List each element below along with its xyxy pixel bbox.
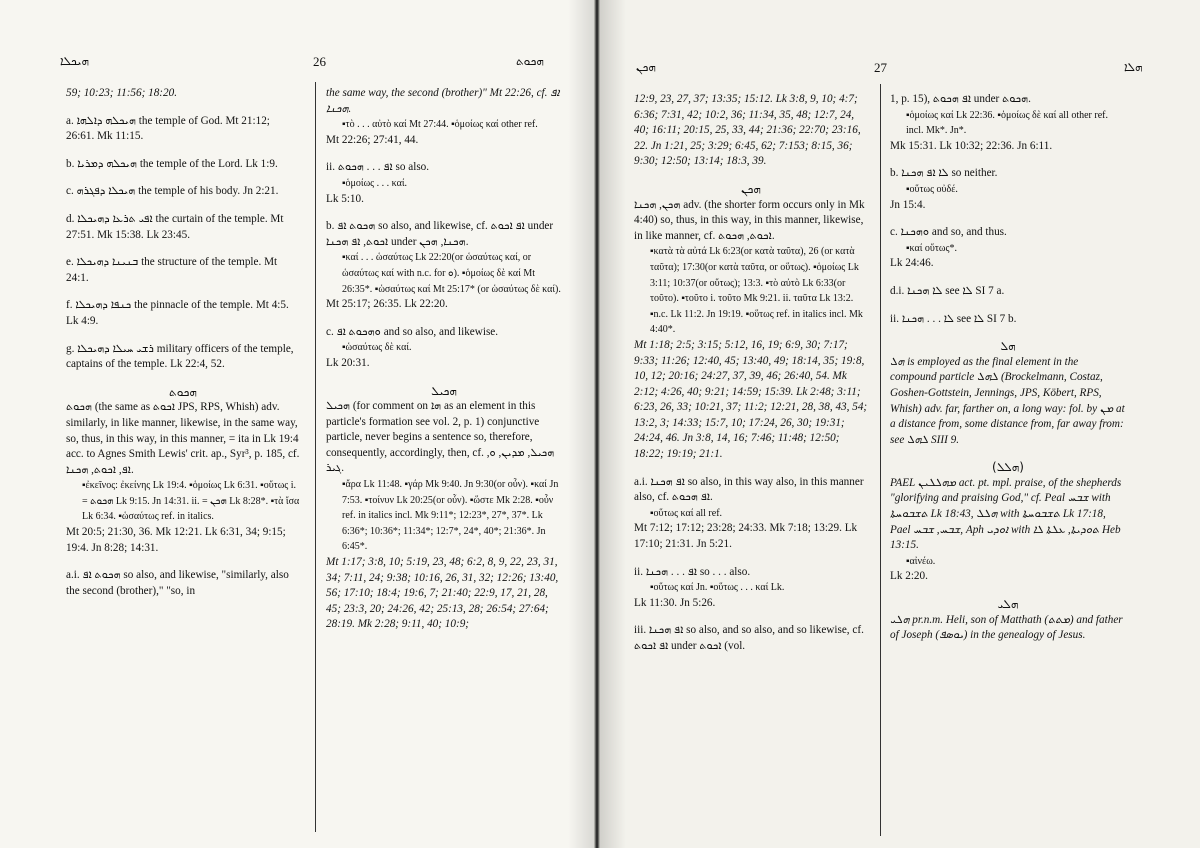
right-header-word-left: ܗܟܢ bbox=[636, 60, 656, 74]
references: Mt 7:12; 17:12; 23:28; 24:33. Mk 7:18; 13:29. Lk 17:10; 21:31. Jn 5:21. bbox=[634, 522, 858, 551]
entry-ii: ii. ܐܦ . . . ܗܟܢܐ so . . . also. bbox=[634, 565, 751, 578]
entry-g: g. ܪܫܝ ܚܝܠܐ ܕܗܝܟܠܐ military officers of the temple, captains of the temple. Lk 22:4, 52. bbox=[66, 342, 294, 371]
headword-entry: ܗܠܝ pr.n.m. Heli, son of Matthath (ܡܬܬ) and father of Joseph (ܝܘܣܦ) in the genealogy of Jesus. bbox=[890, 613, 1123, 642]
left-page-gutter-shadow bbox=[568, 0, 594, 848]
section-heading: ܗܠ bbox=[1000, 339, 1016, 354]
greek-equivalents: ▪κατὰ τὰ αὐτά Lk 6:23(or κατὰ ταῦτα), 26 (or κατὰ ταῦτα); 17:30(or κατὰ ταῦτα, or οὕτως). ▪ὁμοίως Lk 3:11; 10:37(or οὕτως); 13:3. ▪τὸ αὐτὸ Lk 6:33(or τοῦτο). ▪τοῦτο i. τοῦτο Mk 9:21. ii. ταῦτα Lk 13:2. ▪n.c. Lk 11:2. Jn 19:19. ▪οὕτως ref. in italics incl. Mk 4:40*. bbox=[650, 246, 863, 336]
greek-equivalents: ▪ὡσαύτως δὲ καί. bbox=[342, 342, 412, 354]
entry-b: b. ܗܟܘܬ ܐܦ so also, and likewise, cf. ܐܦ ܐܟܘܬ under ܐܟܘܬ, ܐܦ ܗܟܢܐ under ܗܟܢܐ, ܗܟܢ. bbox=[326, 220, 554, 248]
entry-ai: a.i. ܗܟܘܬ ܐܦ so also, and likewise, "similarly, also the second (brother)," "so, in bbox=[66, 569, 289, 597]
section-heading: (ܗܠܠ) bbox=[992, 460, 1024, 475]
entry-c: c. ܗܝܟܠܐ ܕܦܓܪܗ the temple of his body. Jn 2:21. bbox=[66, 185, 279, 198]
entry-b: b. ܗܝܟܠܗ ܕܡܪܝܐ the temple of the Lord. Lk 1:9. bbox=[66, 157, 278, 170]
right-column-1 bbox=[634, 92, 868, 655]
entry-dii: ii. ܠܐ . . . ܗܟܢܐ see ܠܐ SI 7 b. bbox=[890, 312, 1017, 325]
left-header-word-right: ܗܟܘܬ bbox=[516, 54, 544, 68]
references: Mt 1:18; 2:5; 3:15; 5:12, 16, 19; 6:9, 30; 7:17; 9:33; 11:26; 12:40, 45; 13:40, 49; 18:14, 35; 19:8, 10, 12; 20:16; 24:27, 37, 39, 46; 26:40, 54. Mk 2:12; 4:26, 40; 9:21; 14:59; 15:39. Lk 2:48; 3:11; 6:23, 26, 33; 10:21, 37; 11:2; 12:21, 28, 38, 43, 54; 13:2, 3; 14:33; 15:7, 10; 17:24, 26, 30; 19:31; 24:24, 46. Jn 3:8, 14, 16; 7:46; 11:48; 12:50; 18:22; 19:19; 21:1. bbox=[634, 338, 868, 461]
left-page bbox=[0, 0, 594, 848]
entry-c: c. ܘܗܟܘܬ ܐܦ and so also, and likewise. bbox=[326, 325, 499, 338]
references: Mt 20:5; 21:30, 36. Mk 12:21. Lk 6:31, 34; 9:15; 19:4. Jn 8:28; 14:31. bbox=[66, 526, 286, 554]
greek-equivalents: ▪ὁμοίως καί Lk 22:36. ▪ὁμοίως δὲ καί all other ref. incl. Mk*. Jn*. bbox=[906, 109, 1108, 137]
section-heading: ܗܟܘܬ bbox=[169, 384, 197, 399]
entry-ii: ii. ܐܦ . . . ܗܟܘܬ so also. bbox=[326, 161, 430, 174]
left-column-1 bbox=[66, 86, 300, 599]
section-heading: ܗܠܝ bbox=[997, 597, 1019, 612]
entry-b: b. ܠܐ ܐܦ ܗܟܢܐ so neither. bbox=[890, 167, 998, 180]
references: Lk 20:31. bbox=[326, 356, 370, 369]
right-page bbox=[600, 0, 1200, 848]
greek-equivalents: ▪ὁμοίως . . . καί. bbox=[342, 177, 408, 189]
references: Lk 24:46. bbox=[890, 257, 934, 270]
entry-c: c. ܘܗܟܢܐ and so, and thus. bbox=[890, 226, 1007, 239]
references: Mk 15:31. Lk 10:32; 22:36. Jn 6:11. bbox=[890, 139, 1053, 152]
references: Mt 22:26; 27:41, 44. bbox=[326, 133, 419, 146]
left-header-word: ܗܝܟܠܐ bbox=[60, 54, 90, 68]
greek-equivalents: ▪ἐκεῖνος: ἐκείνης Lk 19:4. ▪ὁμοίως Lk 6:31. ▪οὕτως i. = ܗܟܘܬ Lk 9:15. Jn 14:31. ii. = ܗܟܢ Lk 8:28*. ▪τὰ ἴσα Lk 6:34. ▪ὡσαύτως ref. in italics. bbox=[82, 480, 300, 523]
entry-iii: iii. ܐܦ ܗܟܢܐ so also, and so also, and so likewise, cf. ܐܦ ܐܟܘܬ under ܐܟܘܬ (vol. bbox=[634, 624, 864, 652]
text-line: 1, p. 15), ܐܦ ܗܟܘܬ under ܗܟܘܬ. bbox=[890, 93, 1031, 105]
headword-entry: ܗܟܘܬ (the same as ܐܟܘܬ JPS, RPS, Whish) adv. similarly, in like manner, likewise, in the same way, so, thus, in this way, in this manner, = ita in Lk 19:4 acc. to Agnes Smith Lewis' crit. ap., Syr³, p. 185, cf. ܐܦ, ܐܟܘܬ, ܗܟܢܐ. bbox=[66, 401, 300, 476]
column-divider bbox=[880, 84, 881, 836]
entry-d: d. ܐܦܝ ܬܪܥܐ ܕܗܝܟܠܐ the curtain of the temple. Mt 27:51. Mk 15:38. Lk 23:45. bbox=[66, 212, 284, 241]
greek-equivalents: ▪οὕτως οὐδέ. bbox=[906, 183, 958, 195]
column-divider bbox=[315, 82, 316, 832]
greek-equivalents: ▪αἰνέω. bbox=[906, 555, 936, 567]
headword-entry: ܗܟܢ, ܗܟܢܐ adv. (the shorter form occurs only in Mk 4:40) so, thus, in this way, in this manner, likewise, in like manner, cf. ܐܟܘܬ, ܗܟܘܬ. bbox=[634, 198, 865, 242]
references: Mt 25:17; 26:35. Lk 22:20. bbox=[326, 298, 448, 311]
greek-equivalents: ▪οὕτως καί all ref. bbox=[650, 507, 723, 519]
entry-a: a. ܗܝܟܠܗ ܕܐܠܗܐ the temple of God. Mt 21:12; 26:61. Mk 11:15. bbox=[66, 114, 270, 143]
headword-entry: PAEL ܡܗܠܠܝܢ act. pt. mpl. praise, of the shepherds "glorifying and praising God," cf. Peal ܫܒܚ with ܬܫܒܘܚܬܐ Lk 18:43, ܗܠܠ with ܬܫܒܘܚܬܐ Lk 17:18, Pael ܫܒܚ, ܫܒܚ, Aph ܐܘܕܝ with ܬܘܕܝܬܐ, ܥܠܬܐ ܠܐ Heb 13:15. bbox=[890, 476, 1122, 552]
entry-ai: a.i. ܐܦ ܗܟܢܐ so also, in this way also, in this manner also, cf. ܐܦ ܗܟܘܬ. bbox=[634, 475, 864, 504]
left-page-number: 26 bbox=[313, 54, 326, 69]
greek-equivalents: ▪καί . . . ὡσαύτως Lk 22:20(or ὡσαύτως καί, or ὡσαύτως καί with n.c. for ܘ). ▪ὁμοίως δὲ καί Mt 26:35*. ▪ὡσαύτως καί Mt 25:17* (or ὡσαύτως δὲ καί). bbox=[342, 252, 561, 295]
entry-e: e. ܒܢܝܢܐ ܕܗܝܟܠܐ the structure of the temple. Mt 24:1. bbox=[66, 256, 278, 284]
text-line: 59; 10:23; 11:56; 18:20. bbox=[66, 87, 178, 99]
greek-equivalents: ▪οὕτως καί Jn. ▪οὕτως . . . καί Lk. bbox=[650, 582, 785, 594]
right-page-number: 27 bbox=[874, 60, 887, 75]
greek-equivalents: ▪καί οὕτως*. bbox=[906, 242, 957, 254]
text-line: 12:9, 23, 27, 37; 13:35; 15:12. Lk 3:8, 9, 10; 4:7; 6:36; 7:31, 42; 10:2, 36; 11:34, 35, 48; 12:7, 24, 40; 16:11; 20:15, 25, 33, 44; 21:36; 22:70; 23:16, 22. Jn 1:21, 25; 3:29; 6:45, 62; 7:153; 8:15, 36; 9:30; 12:50; 13:14; 18:3, 39. bbox=[634, 93, 861, 168]
entry-di: d.i. ܠܐ ܗܟܢܐ see ܠܐ SI 7 a. bbox=[890, 284, 1005, 297]
right-header-word-right: ܗܠܐ bbox=[1124, 60, 1143, 74]
greek-equivalents: ▪τὸ . . . αὐτὸ καί Mt 27:44. ▪ὁμοίως καί other ref. bbox=[342, 119, 538, 131]
right-page-gutter-shadow bbox=[600, 0, 626, 848]
entry-f: f. ܟܢܦܐ ܕܗܝܟܠܐ the pinnacle of the temple. Mt 4:5. Lk 4:9. bbox=[66, 299, 289, 327]
headword-entry: ܗܟܝܠ (for comment on ܗܐ as an element in this particle's formation see vol. 2, p. 1) conjunctive particle, never begins a sentence so, therefore, consequently, accordingly, then, cf. ܗܟܝܠ, ܡܕܝܢ, ܘ, ܓܝܪ. bbox=[326, 400, 555, 475]
references: Jn 15:4. bbox=[890, 198, 926, 211]
references: Lk 5:10. bbox=[326, 192, 364, 205]
section-heading: ܗܟܢ bbox=[741, 181, 761, 196]
right-column-2 bbox=[890, 92, 1126, 644]
greek-equivalents: ▪ἄρα Lk 11:48. ▪γάρ Mk 9:40. Jn 9:30(or οὖν). ▪καί Jn 7:53. ▪τοίνυν Lk 20:25(or οὖν). ▪ὥστε Mk 2:28. ▪οὖν ref. in italics incl. Mk 9:11*; 12:23*, 27*, 37*. Lk 6:36*; 10:36*; 11:34*; 12:7*, 24*, 40*; 21:36*. Jn 6:45*. bbox=[342, 479, 559, 553]
left-column-2 bbox=[326, 86, 562, 633]
references: Mt 1:17; 3:8, 10; 5:19, 23, 48; 6:2, 8, 9, 22, 23, 31, 34; 7:11, 24; 9:38; 10:16, 26, 31, 32; 12:26; 13:40, 56; 17:10; 18:4; 19:6, 7; 21:40; 22:9, 17, 21, 28, 45; 23:3, 20; 24:26, 42; 25:13, 28; 26:54; 27:64; 28:19. Mk 2:28; 9:11, 40; 10:9; bbox=[326, 556, 559, 631]
text-line: the same way, the second (brother)" Mt 22:26, cf. ܐܦ ܗܟܢܐ. bbox=[326, 87, 560, 115]
section-heading: ܗܟܝܠ bbox=[431, 383, 457, 398]
references: Lk 2:20. bbox=[890, 570, 928, 583]
headword-entry: ܗܠ is employed as the final element in the compound particle ܠܗܠ (Brockelmann, Costaz, Goshen-Gottstein, Jennings, JPS, Köbert, RPS, Whish) adv. far, farther on, a long way: fol. by ܡܢ at a distance from, some distance from, far away from: see ܠܗܠ SIII 9. bbox=[890, 355, 1125, 446]
references: Lk 11:30. Jn 5:26. bbox=[634, 596, 716, 609]
